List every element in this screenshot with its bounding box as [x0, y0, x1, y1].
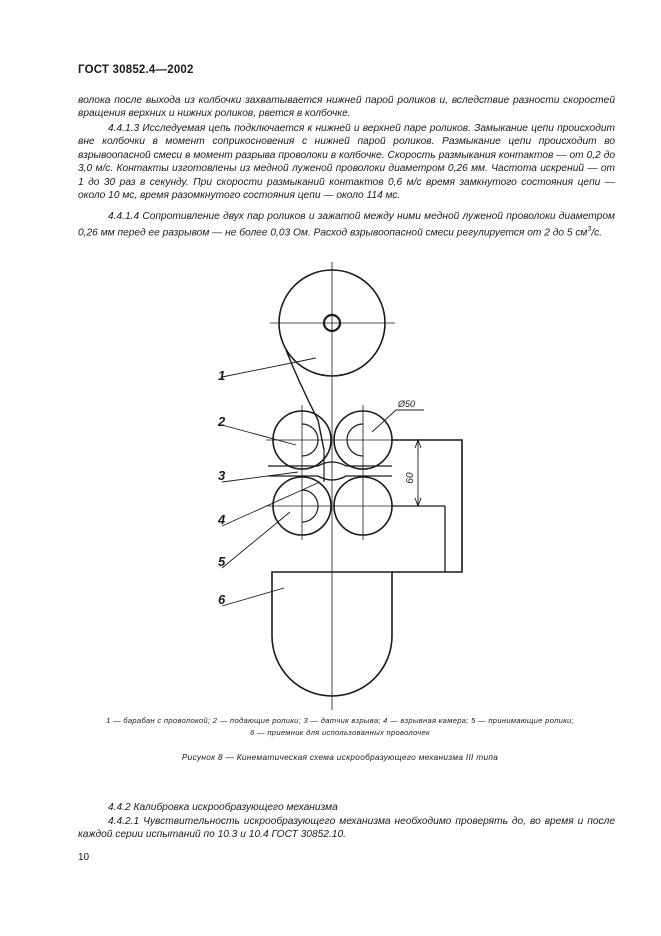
dim-d50-text: Ø50 — [398, 399, 416, 409]
callout-2-leader — [222, 425, 296, 445]
superscript-cube: 3 — [587, 226, 592, 234]
callout-6-leader — [222, 588, 284, 606]
document-header: ГОСТ 30852.4—2002 — [78, 64, 194, 76]
paragraph-4-4-1-4-end: /с. — [591, 227, 603, 239]
figure-caption: Рисунок 8 — Кинематическая схема искрообразующего механизма III типа — [181, 752, 499, 762]
paragraph-4-4-2-1: 4.4.2.1 Чувствительность искрообразующего механизма необходимо проверять до, во время и после каждой серии испытаний по 10.3 и 10.4 ГОСТ 30852.10. — [78, 816, 615, 841]
figure-legend-line-2: 6 — приемник для использованных проволочек — [250, 728, 430, 737]
paragraph-4-4-1-4-text: 4.4.1.4 Сопротивление двух пар роликов и зажатой между ними медной луженой проволоки диаметром 0,26 мм перед ее разрывом — не более 0,03 Ом. Расход взрывоопасной смеси регулируется от 2 до 5 см — [78, 211, 615, 239]
wire-path — [286, 350, 324, 450]
callout-5-leader — [222, 512, 290, 568]
callout-4-leader — [222, 482, 320, 526]
kinematic-diagram — [0, 255, 661, 715]
figure-legend — [70, 715, 610, 739]
dim-60-text: 60 — [405, 472, 416, 484]
section-heading-4-4-2: 4.4.2 Калибровка искрообразующего механизма — [108, 802, 338, 813]
callout-5: 5 — [218, 554, 226, 569]
callout-3: 3 — [218, 468, 226, 483]
callout-4: 4 — [218, 512, 226, 527]
callout-2: 2 — [218, 414, 226, 429]
paragraph-4-4-1-4 — [78, 210, 615, 240]
paragraph-4-4-1-3: 4.4.1.3 Исследуемая цепь подключается к нижней и верхней паре роликов. Замыкание цепи происходит вне колбочки в момент соприкосновения с нижней парой роликов. Размыкание цепи происходит во взрывоопасной смеси в момент разрыва проволоки в колбочке. Скорость размыкания контактов — от 0,2 до 3,0 м/с. Контакты изготовлены из медной луженой проволоки диаметром 0,26 мм. Частота искрений — от 1 до 30 раз в секунду. При скорости размыканий контактов 0,6 м/с время замкнутого состояния цепи — около 10 мс, время разомкнутого состояния цепи — около 114 мс. — [78, 123, 615, 202]
paragraph-continuation: волока после выхода из колбочки захватывается нижней парой роликов и, вследствие разности скоростей вращения верхних и нижних роликов, рвется в колбочке. — [78, 95, 615, 120]
figure-legend-line-1: 1 — барабан с проволокой; 2 — подающие ролики; 3 — датчик взрыва; 4 — взрывная камера; 5 — принимающие ролики; — [106, 716, 574, 725]
page-number: 10 — [78, 852, 90, 863]
callout-6: 6 — [218, 592, 226, 607]
callout-1: 1 — [218, 368, 226, 383]
